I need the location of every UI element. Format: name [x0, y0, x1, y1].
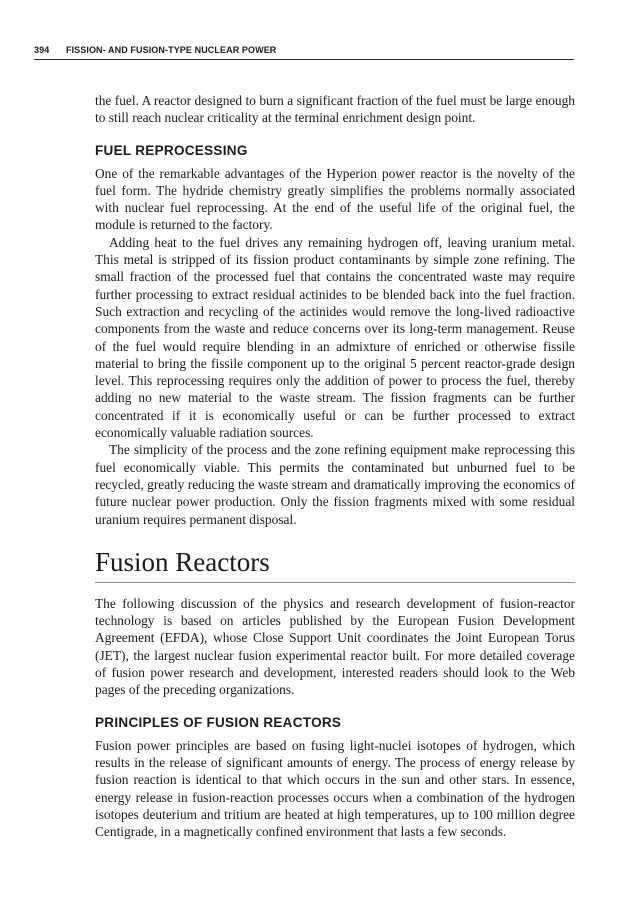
page-body [95, 92, 575, 840]
running-head [34, 45, 574, 60]
paragraph-fuel-2: Adding heat to the fuel drives any remaining hydrogen off, leaving uranium metal. This metal is stripped of its fission product contaminants by simple zone refining. The small fraction of the processed fuel that contains the concentrated waste may require further processing to extract residual actinides to be blended back into the fuel fraction. Such extraction and recycling of the actinides would remove the long-lived radioactive components from the waste and reduce concerns over its long-term management. Reuse of the fuel would require blending in an admixture of enriched or otherwise fissile material to bring the fissile component up to the original 5 percent reactor-grade design level. This reprocessing requires only the addition of power to process the fuel, thereby adding no new material to the waste stream. The fission fragments can be further concentrated if it is economically useful or can be further processed to extract economically valuable radiation sources. [95, 234, 575, 441]
heading-fuel-reprocessing: FUEL REPROCESSING [95, 142, 248, 158]
paragraph-fuel-1: One of the remarkable advantages of the Hyperion power reactor is the novelty of the fuel form. The hydride chemistry greatly simplifies the problems normally associated with nuclear fuel reprocessing. At the end of the useful life of the original fuel, the module is returned to the factory. [95, 165, 575, 233]
paragraph-principles-1: Fusion power principles are based on fusing light-nuclei isotopes of hydrogen, which results in the release of significant amounts of energy. The process of energy release by fusion reaction is identical to that which occurs in the sun and other stars. In essence, energy release in fusion-reaction processes occurs when a combination of the hydrogen isotopes deuterium and tritium are heated at high temperatures, up to 100 million degree Centigrade, in a magnetically confined environment that lasts a few seconds. [95, 737, 575, 840]
section-title-fusion-reactors: Fusion Reactors [95, 546, 575, 583]
heading-principles: PRINCIPLES OF FUSION REACTORS [95, 714, 342, 730]
paragraph-intro: the fuel. A reactor designed to burn a significant fraction of the fuel must be large enough to still reach nuclear criticality at the terminal enrichment design point. [95, 93, 575, 126]
page-number: 394 [34, 45, 50, 55]
paragraph-fuel-3: The simplicity of the process and the zone refining equipment make reprocessing this fuel economically viable. This permits the contaminated but unburned fuel to be recycled, greatly reducing the waste stream and dramatically improving the economics of future nuclear power production. Only the fission fragments mixed with some residual uranium requires permanent disposal. [95, 442, 575, 527]
paragraph-fusion-1: The following discussion of the physics and research development of fusion-reactor technology is based on articles published by the European Fusion Development Agreement (EFDA), whose Close Support Unit coordinates the Joint European Torus (JET), the largest nuclear fusion experimental reactor built. For more detailed coverage of fusion power research and development, interested readers should look to the Web pages of the preceding organizations. [95, 595, 575, 698]
running-title: FISSION- AND FUSION-TYPE NUCLEAR POWER [65, 45, 277, 55]
